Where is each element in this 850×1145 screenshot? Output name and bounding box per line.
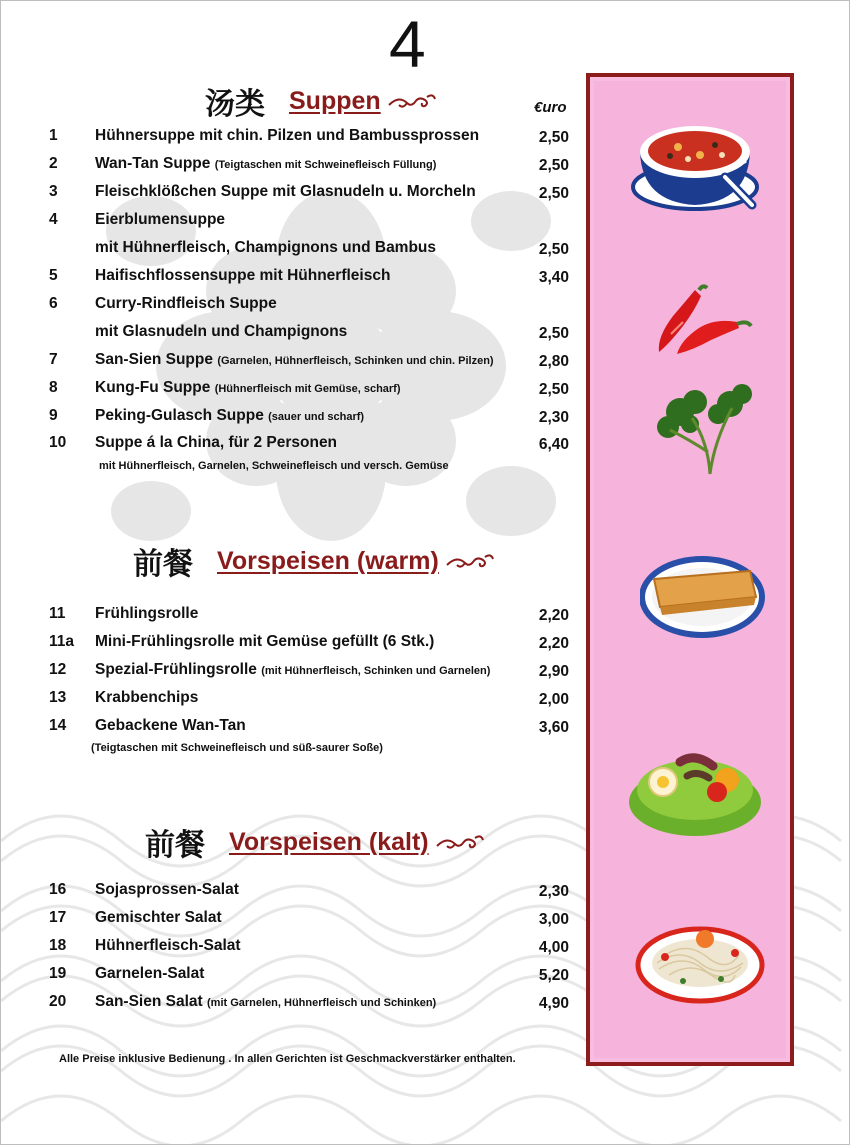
- item-price: 2,50: [538, 325, 569, 342]
- item-name: Wan-Tan Suppe (Teigtaschen mit Schweinefleisch Füllung): [95, 155, 437, 172]
- item-name: Kung-Fu Suppe (Hühnerfleisch mit Gemüse, scharf): [95, 379, 401, 396]
- item-description: (Teigtaschen mit Schweinefleisch Füllung): [214, 159, 437, 171]
- item-price: 5,20: [538, 967, 569, 984]
- item-price: 6,40: [538, 436, 569, 453]
- item-number: 14: [49, 717, 67, 734]
- item-name: Mini-Frühlingsrolle mit Gemüse gefüllt (6 Stk.): [95, 633, 435, 650]
- section-title-cn: 前餐: [145, 828, 205, 863]
- item-number: 11: [49, 605, 66, 622]
- item-name: San-Sien Suppe (Garnelen, Hühnerfleisch, Schinken und chin. Pilzen): [95, 351, 494, 368]
- soup-bowl-icon: [630, 107, 760, 217]
- item-number: 16: [49, 881, 67, 898]
- section-title-de: Vorspeisen (kalt): [229, 827, 429, 856]
- menu-item: [49, 993, 571, 1015]
- item-name: Gebackene Wan-Tan: [95, 717, 246, 734]
- item-price: 2,30: [538, 409, 569, 426]
- footer-note: Alle Preise inklusive Bedienung . In allen Gerichten ist Geschmackverstärker enthalten.: [59, 1053, 516, 1065]
- item-name: Hühnersuppe mit chin. Pilzen und Bambussprossen: [95, 127, 480, 144]
- item-description: (mit Garnelen, Hühnerfleisch und Schinken): [207, 997, 437, 1009]
- currency-label: €uro: [534, 99, 567, 116]
- section-title-de: Vorspeisen (warm): [217, 546, 439, 575]
- item-description: (mit Hühnerfleisch, Schinken und Garnelen): [261, 665, 491, 677]
- item-number: 6: [49, 295, 58, 312]
- image-panel: [586, 73, 794, 1066]
- page-number: 4: [389, 7, 426, 81]
- item-number: 9: [49, 407, 58, 424]
- menu-item: [49, 351, 571, 373]
- swirl-ornament-icon: [387, 91, 437, 111]
- menu-item: [49, 937, 571, 959]
- section-heading-suppen: [205, 79, 437, 123]
- item-number: 4: [49, 211, 58, 228]
- item-name: Eierblumensuppe: [95, 211, 226, 228]
- item-price: 2,20: [538, 607, 569, 624]
- item-price: 2,90: [538, 663, 569, 680]
- item-number: 1: [49, 127, 58, 144]
- item-price: 2,50: [538, 185, 569, 202]
- swirl-ornament-icon: [435, 832, 485, 852]
- menu-item: [49, 909, 571, 931]
- noodle-salad-plate-icon: [635, 917, 765, 1007]
- item-name: Sojasprossen-Salat: [95, 881, 239, 898]
- item-name: Krabbenchips: [95, 689, 199, 706]
- item-name: Fleischklößchen Suppe mit Glasnudeln u. Morcheln: [95, 183, 476, 200]
- item-price: 2,50: [538, 129, 569, 146]
- section-title-de: Suppen: [289, 86, 381, 115]
- item-price: 3,40: [538, 269, 569, 286]
- item-number: 2: [49, 155, 58, 172]
- spring-roll-plate-icon: [640, 555, 765, 640]
- item-price: 2,30: [538, 883, 569, 900]
- item-number: 8: [49, 379, 58, 396]
- item-number: 3: [49, 183, 58, 200]
- item-price: 2,50: [538, 241, 569, 258]
- item-number: 18: [49, 937, 67, 954]
- menu-item: [49, 155, 571, 177]
- menu-item: [49, 605, 571, 627]
- menu-item: [49, 267, 571, 289]
- item-name: Spezial-Frühlingsrolle (mit Hühnerfleisch, Schinken und Garnelen): [95, 661, 491, 678]
- menu-item: [49, 434, 571, 456]
- salad-icon: [625, 732, 765, 842]
- item-price: 2,80: [538, 353, 569, 370]
- item-name: Curry-Rindfleisch Suppe: [95, 295, 277, 312]
- item-price: 3,60: [538, 719, 569, 736]
- section-title-cn: 汤类: [205, 87, 265, 122]
- menu-item: [49, 183, 571, 205]
- item-name: Hühnerfleisch-Salat: [95, 937, 241, 954]
- menu-item: [49, 407, 571, 429]
- item-price: 2,50: [538, 157, 569, 174]
- item-number: 13: [49, 689, 67, 706]
- item-name: mit Glasnudeln und Champignons: [95, 323, 348, 340]
- menu-item: [49, 127, 571, 149]
- item-price: 2,50: [538, 381, 569, 398]
- menu-item: [49, 661, 571, 683]
- item-number: 7: [49, 351, 58, 368]
- item-description: (sauer und scharf): [268, 411, 365, 423]
- item-name: Garnelen-Salat: [95, 965, 205, 982]
- swirl-ornament-icon: [445, 551, 495, 571]
- section-title-cn: 前餐: [133, 547, 193, 582]
- menu-item: [49, 211, 571, 233]
- menu-item: [49, 295, 571, 317]
- item-price: 4,90: [538, 995, 569, 1012]
- menu-item: [49, 689, 571, 711]
- item-name: San-Sien Salat (mit Garnelen, Hühnerfleisch und Schinken): [95, 993, 437, 1010]
- item-name: Suppe á la China, für 2 Personen: [95, 434, 338, 451]
- item-note: mit Hühnerfleisch, Garnelen, Schweinefleisch und versch. Gemüse: [99, 460, 449, 472]
- section-heading-vorspeisen-kalt: [145, 820, 485, 864]
- menu-item: [49, 965, 571, 987]
- section-heading-vorspeisen-warm: [133, 539, 495, 583]
- item-number: 20: [49, 993, 67, 1010]
- item-name: mit Hühnerfleisch, Champignons und Bambus: [95, 239, 437, 256]
- menu-item: [49, 239, 571, 261]
- item-price: 2,20: [538, 635, 569, 652]
- item-number: 5: [49, 267, 58, 284]
- item-number: 19: [49, 965, 67, 982]
- menu-item: [49, 379, 571, 401]
- chili-peppers-icon: [645, 282, 755, 362]
- parsley-icon: [650, 382, 760, 477]
- menu-item: [49, 881, 571, 903]
- menu-item: [49, 633, 571, 655]
- item-price: 2,00: [538, 691, 569, 708]
- item-number: 17: [49, 909, 67, 926]
- item-description: (Garnelen, Hühnerfleisch, Schinken und chin. Pilzen): [217, 355, 494, 367]
- item-name: Peking-Gulasch Suppe (sauer und scharf): [95, 407, 365, 424]
- item-number: 11a: [49, 633, 75, 650]
- item-name: Gemischter Salat: [95, 909, 222, 926]
- menu-item: [49, 717, 571, 739]
- item-price: 3,00: [538, 911, 569, 928]
- item-description: (Hühnerfleisch mit Gemüse, scharf): [214, 383, 401, 395]
- item-note: (Teigtaschen mit Schweinefleisch und süß-saurer Soße): [91, 742, 383, 754]
- menu-item: [49, 323, 571, 345]
- item-price: 4,00: [538, 939, 569, 956]
- item-number: 10: [49, 434, 67, 451]
- item-name: Frühlingsrolle: [95, 605, 199, 622]
- item-name: Haifischflossensuppe mit Hühnerfleisch: [95, 267, 391, 284]
- item-number: 12: [49, 661, 67, 678]
